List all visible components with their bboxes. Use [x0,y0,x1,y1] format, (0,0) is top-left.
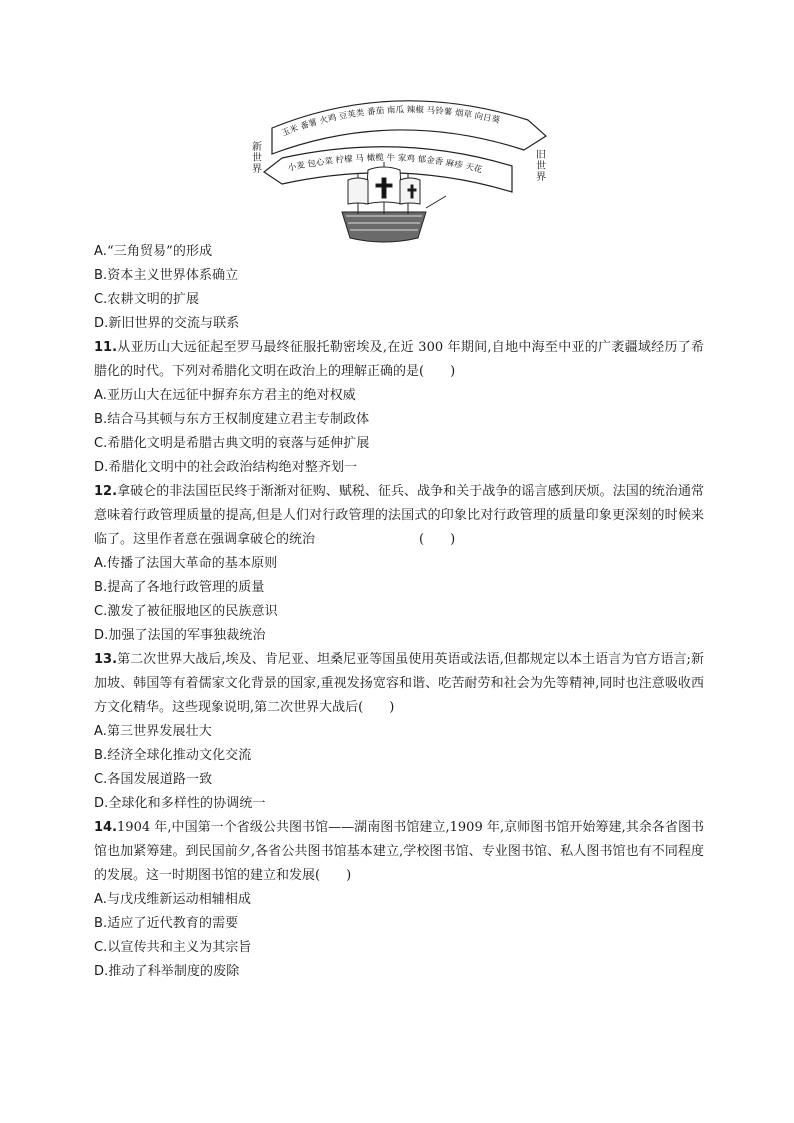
question-14 [94,816,704,984]
side-label-char: 旧 [536,150,546,161]
question-stem: 13.第二次世界大战后,埃及、肯尼亚、坦桑尼亚等国虽使用英语或法语,但都规定以本土语言为官方语言;新加坡、韩国等有着儒家文化背景的国家,重视发扬宽容和谐、吃苦耐劳和社会为先等精神,同时也注意吸收西方文化精华。这些现象说明,第二次世界大战后( ) [94,652,704,715]
option-c: C.各国发展道路一致 [94,772,213,787]
columbian-exchange-figure [250,92,550,252]
side-label-char: 新 [252,142,262,153]
new-world-label [252,141,262,175]
prev-question-options [94,240,704,336]
option-a: A.亚历山大在远征中摒弃东方君主的绝对权威 [94,388,356,403]
option-c: C.激发了被征服地区的民族意识 [94,604,278,619]
side-label-char: 世 [536,161,546,172]
option-b: B.经济全球化推动文化交流 [94,748,252,763]
option-c: C.以宣传共和主义为其宗旨 [94,940,252,955]
option-d: D.希腊化文明中的社会政治结构绝对整齐划一 [94,460,358,475]
option-c: C.农耕文明的扩展 [94,292,200,307]
option-d: D.全球化和多样性的协调统一 [94,796,266,811]
bottom-ribbon-text: 小麦 包心菜 柠檬 马 橄榄 牛 家鸡 郁金香 麻疹 天花 [287,153,484,176]
option-d: D.加强了法国的军事独裁统治 [94,628,266,643]
question-stem: 12.拿破仑的非法国臣民终于渐渐对征购、赋税、征兵、战争和关于战争的谣言感到厌烦。法国的统治通常意味着行政管理质量的提高,但是人们对行政管理的法国式的印象比对行政管理的质量印象更深刻的时候来临了。这里作者意在强调拿破仑的统治 ( ) [94,484,704,547]
option-a: A.第三世界发展壮大 [94,724,212,739]
option-b: B.提高了各地行政管理的质量 [94,580,265,595]
option-d: D.新旧世界的交流与联系 [94,316,240,331]
question-13 [94,648,704,816]
option-d: D.推动了科举制度的废除 [94,964,240,979]
side-label-char: 界 [252,164,262,175]
option-a: A.与戊戌维新运动相辅相成 [94,892,252,907]
question-stem: 14.1904 年,中国第一个省级公共图书馆——湖南图书馆建立,1909 年,京师图书馆开始筹建,其余各省图书馆也加紧筹建。到民国前夕,各省公共图书馆基本建立,学校图书馆、专业图书馆、私人图书馆也有不同程度的发展。这一时期图书馆的建立和发展( ) [94,820,704,883]
option-c: C.希腊化文明是希腊古典文明的衰落与延伸扩展 [94,436,370,451]
question-stem: 11.从亚历山大远征起至罗马最终征服托勒密埃及,在近 300 年期间,自地中海至中亚的广袤疆域经历了希腊化的时代。下列对希腊化文明在政治上的理解正确的是( ) [94,340,704,379]
side-label-char: 界 [536,172,546,183]
old-world-label [536,148,546,183]
question-11 [94,336,704,480]
question-12 [94,480,704,648]
question-content [94,240,704,984]
option-b: B.适应了近代教育的需要 [94,916,239,931]
option-a: A.“三角贸易”的形成 [94,244,213,259]
side-label-char: 世 [252,153,262,164]
option-a: A.传播了法国大革命的基本原则 [94,556,278,571]
columbian-exchange-illustration [250,92,550,252]
option-b: B.资本主义世界体系确立 [94,268,239,283]
top-ribbon-text: 玉米 番薯 火鸡 豆荚类 番茄 南瓜 辣椒 马铃薯 烟草 向日葵 [280,105,501,139]
option-b: B.结合马其顿与东方王权制度建立君主专制政体 [94,412,370,427]
